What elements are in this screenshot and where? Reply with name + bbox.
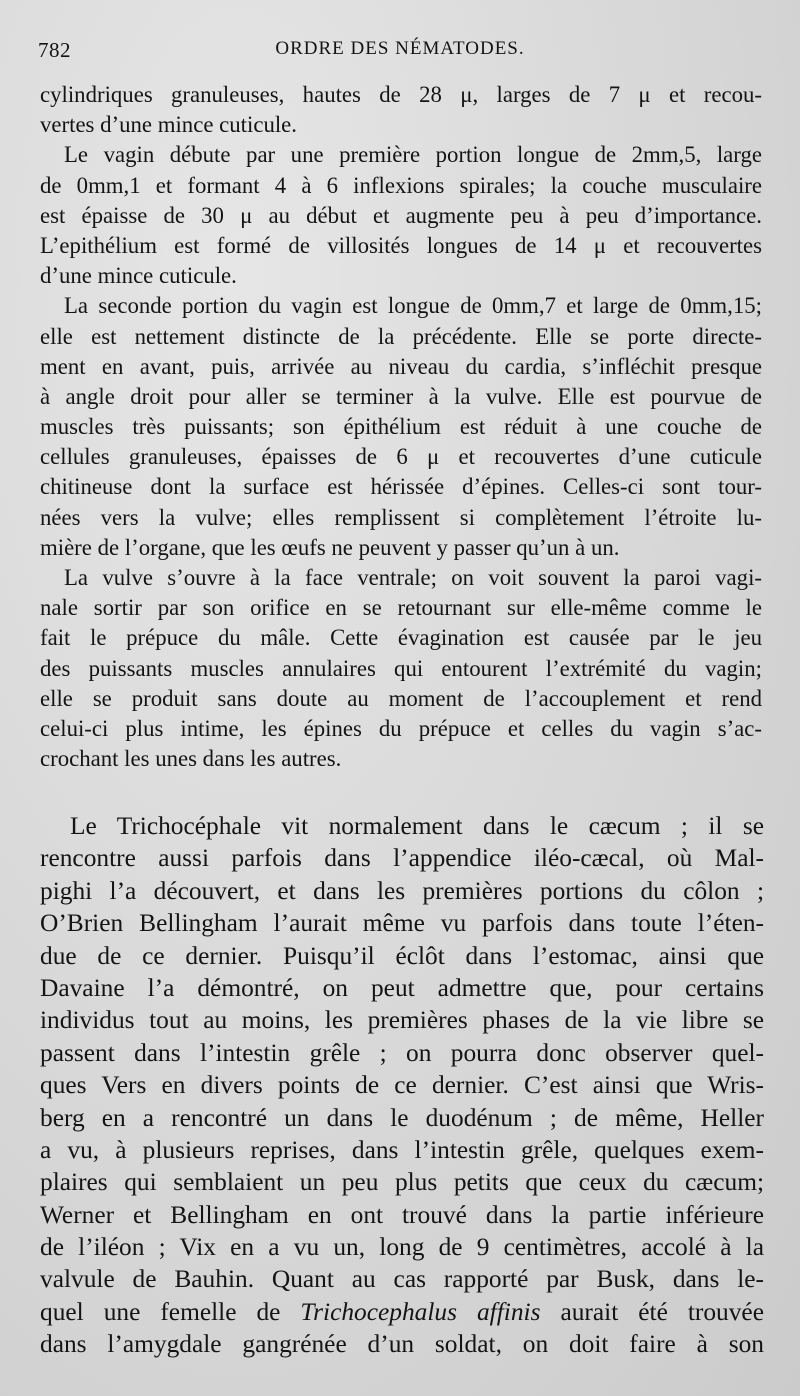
page-number: 782 bbox=[38, 38, 71, 62]
text-segment: aurait été trouvée bbox=[560, 1297, 764, 1326]
text-line: nale sortir par son orifice en se retournant sur elle-même comme le bbox=[40, 595, 762, 621]
text-line: a vu, à plusieurs reprises, dans l’intestin grêle, quelques exem- bbox=[40, 1135, 764, 1164]
text-line: O’Brien Bellingham l’aurait même vu parfois dans toute l’éten- bbox=[40, 909, 764, 938]
text-line: elle est nettement distincte de la précédente. Elle se porte directe- bbox=[40, 323, 762, 349]
text-line: plaires qui semblaient un peu plus petits que ceux du cæcum; bbox=[40, 1168, 764, 1197]
text-line: La seconde portion du vagin est longue de 0mm,7 et large de 0mm,15; bbox=[64, 293, 762, 319]
text-line: elle se produit sans doute au moment de l’accouplement et rend bbox=[40, 685, 762, 711]
text-line: ment en avant, puis, arrivée au niveau du cardia, s’infléchit presque bbox=[40, 353, 762, 379]
text-line: cellules granuleuses, épaisses de 6 μ et recouvertes d’une cuticule bbox=[40, 444, 762, 470]
text-line: Davaine l’a démontré, on peut admettre que, pour certains bbox=[40, 973, 764, 1002]
text-line: muscles très puissants; son épithélium est réduit à une couche de bbox=[40, 414, 762, 440]
text-line: L’epithélium est formé de villosités longues de 14 μ et recouvertes bbox=[40, 232, 762, 258]
text-line: rencontre aussi parfois dans l’appendice iléo-cæcal, où Mal- bbox=[40, 844, 764, 873]
text-segment: quel une femelle de bbox=[40, 1297, 281, 1326]
running-title: ORDRE DES NÉMATODES. bbox=[275, 38, 525, 59]
text-line: de l’iléon ; Vix en a vu un, long de 9 centimètres, accolé à la bbox=[40, 1233, 764, 1262]
text-line: La vulve s’ouvre à la face ventrale; on voit souvent la paroi vagi- bbox=[64, 565, 762, 590]
text-line: vertes d’une mince cuticule. bbox=[40, 112, 297, 138]
text-line: passent dans l’intestin grêle ; on pourra donc observer quel- bbox=[40, 1038, 764, 1067]
text-line: crochant les unes dans les autres. bbox=[40, 746, 342, 772]
text-line: Le Trichocéphale vit normalement dans le cæcum ; il se bbox=[70, 812, 764, 840]
text-line: mière de l’organe, que les œufs ne peuvent y passer qu’un à un. bbox=[40, 534, 620, 560]
text-line: nées vers la vulve; elles remplissent si complètement l’étroite lu- bbox=[40, 504, 762, 530]
text-line bbox=[40, 1296, 764, 1328]
text-line: berg en a rencontré un dans le duodénum ; de même, Heller bbox=[40, 1103, 764, 1132]
text-line: à angle droit pour aller se terminer à la vulve. Elle est pourvue de bbox=[40, 383, 762, 409]
text-line: Werner et Bellingham en ont trouvé dans la partie inférieure bbox=[40, 1200, 764, 1229]
vagina-description-text bbox=[40, 80, 762, 774]
text-line: chitineuse dont la surface est hérissée d’épines. Celles-ci sont tour- bbox=[40, 474, 762, 500]
text-line: est épaisse de 30 μ au début et augmente peu à peu d’importance. bbox=[40, 202, 762, 228]
text-line: des puissants muscles annulaires qui entourent l’extrémité du vagin; bbox=[40, 655, 762, 681]
running-head bbox=[0, 38, 800, 68]
habitat-paragraph bbox=[40, 810, 764, 1361]
text-line: d’une mince cuticule. bbox=[40, 263, 237, 289]
text-line: pighi l’a découvert, et dans les premières portions du côlon ; bbox=[40, 876, 764, 905]
text-line: individus tout au moins, les premières phases de la vie libre se bbox=[40, 1006, 764, 1035]
text-line: Le vagin débute par une première portion longue de 2mm,5, large bbox=[64, 142, 762, 168]
text-line: de 0mm,1 et formant 4 à 6 inflexions spirales; la couche musculaire bbox=[40, 172, 762, 198]
text-line: cylindriques granuleuses, hautes de 28 μ, larges de 7 μ et recou- bbox=[40, 82, 762, 107]
species-name: Trichocephalus affinis bbox=[300, 1297, 541, 1326]
text-line: valvule de Bauhin. Quant au cas rapporté par Busk, dans le- bbox=[40, 1265, 764, 1294]
text-line: fait le prépuce du mâle. Cette évagination est causée par le jeu bbox=[40, 625, 762, 651]
text-line: ques Vers en divers points de ce dernier. C’est ainsi que Wris- bbox=[40, 1071, 764, 1100]
text-line: dans l’amygdale gangrénée d’un soldat, on doit faire à son bbox=[40, 1330, 764, 1359]
text-line: celui-ci plus intime, les épines du prépuce et celles du vagin s’ac- bbox=[40, 715, 762, 741]
text-line: due de ce dernier. Puisqu’il éclôt dans l’estomac, ainsi que bbox=[40, 941, 764, 970]
